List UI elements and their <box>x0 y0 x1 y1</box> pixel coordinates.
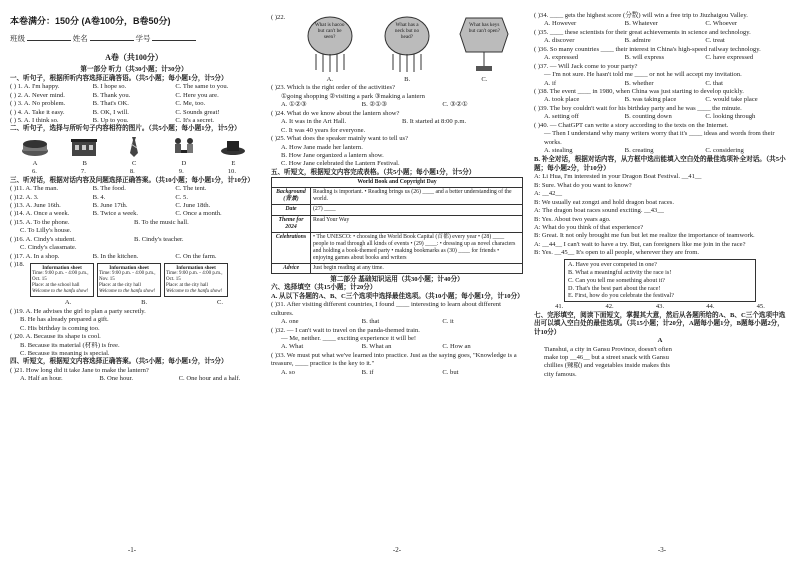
number-label: 学号 <box>135 33 151 43</box>
option: A. setting off <box>544 113 579 121</box>
card-label: A. <box>64 299 72 307</box>
row-header: Advice <box>272 263 311 273</box>
option-q: ( ) 1. A. I'm happy. <box>10 83 60 91</box>
q20-option-b[interactable]: B. Because its material (材料) is free. <box>20 341 120 349</box>
dialog-line: B: Great. It not only brought me fun but let me realize the importance of teamwork. <box>534 232 755 240</box>
dialog-line: B: Yes. About two years ago. <box>534 215 611 223</box>
question-options[interactable] <box>534 147 786 155</box>
answer-blank[interactable]: 6. <box>31 168 37 176</box>
question-22-label: ( )22. <box>271 14 286 21</box>
s4-title: 四、听短文，根据短文内容选择正确答案。（共5小题；每小题1分，计5分） <box>10 358 228 366</box>
option-b: B. 4. <box>92 193 106 201</box>
s7-part-a: A <box>657 337 663 345</box>
student-info-row <box>10 34 258 44</box>
question-33[interactable]: ( )33. We must put what we've learned into practice. Just as the saying goes, "Knowledge is a treasure, ____ practice is the key to it." <box>271 351 517 368</box>
card-labels <box>10 299 258 307</box>
q24-option-c[interactable]: C. It was 40 years for everyone. <box>281 126 366 134</box>
option: C. that <box>705 79 723 87</box>
passage-line: make top __46__ but a street snack with Gansu <box>544 354 669 361</box>
picture-c-tie <box>119 136 149 158</box>
table-row <box>272 232 523 263</box>
answer-blank[interactable]: 9. <box>178 168 184 176</box>
question-options[interactable] <box>534 54 786 62</box>
information-sheet-card[interactable] <box>164 263 228 297</box>
q15-option-c[interactable]: C. To Lilly's house. <box>20 227 72 235</box>
question-options[interactable] <box>534 80 786 88</box>
q16-option-c[interactable]: C. Cindy's classmate. <box>20 244 77 252</box>
page-number-1: -1- <box>127 546 137 555</box>
lantern-riddle: What has keys but can't open? <box>468 22 500 34</box>
lantern-label: C. <box>481 76 488 83</box>
question-row[interactable] <box>10 210 258 218</box>
question-options[interactable] <box>534 37 786 45</box>
row-header: Date <box>272 205 311 215</box>
question-31[interactable]: ( )31. After visiting different countries, I found ____ interesting to learn about different cultures. <box>271 301 501 317</box>
picture-label: C <box>131 159 137 167</box>
option-b: B. Twice a week. <box>92 210 139 218</box>
sb-title: B. 补全对话，根据对话内容，从方框中选出能填入空白处的最佳选项补全对话。（共5小题；每小题2分，计10分） <box>534 156 786 172</box>
option-c: C. Once a month. <box>175 210 222 218</box>
s1-title: 一、听句子，根据所听内容选择正确答语。（共5小题；每小题1分，计5分） <box>10 74 228 82</box>
s1-list <box>10 83 258 125</box>
class-label: 班级 <box>10 33 25 43</box>
dialog-lines <box>534 173 786 257</box>
question-17[interactable]: ( )17. A. In a shop. B. In the kitchen. C. On the farm. <box>10 252 217 260</box>
question-options[interactable] <box>534 20 786 28</box>
exam-page-1 <box>0 0 264 561</box>
card-time: Time: 9:00 p.m. - 4:00 p.m., Oct. 15 <box>166 271 223 283</box>
option-b: B. The food. <box>92 185 126 193</box>
option-c: C. The tent. <box>175 185 207 193</box>
exam-page-3 <box>530 0 794 561</box>
information-sheet-card[interactable] <box>97 263 161 297</box>
table-row <box>272 263 523 273</box>
question-options[interactable] <box>534 96 786 104</box>
question-35[interactable]: ( )35. ____ these scientists for their great achievements in science and technology. <box>534 28 751 36</box>
name-blank[interactable] <box>90 40 134 41</box>
question-options[interactable] <box>534 113 786 121</box>
question-line: — Then I understand why many writers worry that it's ____ ideas and words from their works. <box>544 130 775 146</box>
question-38[interactable]: ( )38. The event ____ in 1980, when China was just starting to develop quickly. <box>534 87 744 95</box>
option: C. have expressed <box>705 54 754 62</box>
option-b: B. Thank you. <box>92 91 131 99</box>
q21-options[interactable]: A. Half an hour. B. One hour. C. One hour and a half. <box>20 375 241 383</box>
question-row[interactable] <box>10 109 258 117</box>
box-option: A. Have you ever competed in one? <box>568 260 657 268</box>
option: C. would take place <box>705 96 758 104</box>
option: B. whether <box>624 79 654 87</box>
option: B. was taking place <box>624 96 677 104</box>
option: A. took place <box>544 96 580 104</box>
picture-label: D <box>181 159 187 167</box>
s2-pictures <box>10 136 258 158</box>
row-header: Theme for 2024 <box>272 215 311 232</box>
question-16[interactable]: ( )16. A. Cindy's student. B. Cindy's teacher. <box>10 235 184 243</box>
lantern-labels <box>291 76 523 84</box>
world-book-day-table <box>271 177 523 274</box>
option-q: ( ) 5. A. I think so. <box>10 116 59 124</box>
option: A. expressed <box>544 54 579 62</box>
lantern-riddle: What has a neck but no head? <box>394 22 420 40</box>
option: A. discover <box>544 37 575 45</box>
question-row[interactable] <box>10 100 258 108</box>
question-24[interactable]: ( )24. What do we know about the lantern show? <box>271 109 400 117</box>
option-c: C. Me, too. <box>175 100 206 108</box>
card-title: Information sheet <box>176 265 216 272</box>
option: B. admire <box>624 37 651 45</box>
q24-options-ab[interactable]: A. It was in the Art Hall. B. It started at 8:00 p.m. <box>281 118 467 126</box>
question-row[interactable] <box>10 202 258 210</box>
question-23[interactable]: ( )23. Which is the right order of the activities? <box>271 84 396 92</box>
row-header: Background (背景) <box>272 188 311 205</box>
page-number-2: -2- <box>392 546 402 555</box>
box-option: B. What a meaningful activity the race is! <box>568 268 672 276</box>
option-q: ( )14. A. Once a week. <box>10 210 70 218</box>
q23-activities: ①going shopping ②visiting a park ③making a lantern <box>281 92 425 100</box>
card-title: Information sheet <box>109 265 149 272</box>
option: B. Whatever <box>624 20 658 28</box>
picture-a-cake <box>20 136 50 158</box>
option-c: C. 5. <box>175 193 188 201</box>
row-content: Just begin reading at any time. <box>311 263 523 273</box>
s6a-title: A. 从以下各题的A、B、C三个选项中选择最佳选项。（共10小题；每小题1分，计10分） <box>271 292 524 300</box>
question-18[interactable]: ( )18. Information sheet Time: 9:00 p.m. - 4:00 p.m., Oct. 15 Place: at the school hall Welcome to the hanfu show! Information sheet Time: 9:00 p.m. - 4:00 p.m., Nov. 15 Place: at the city hall Welcome to the hanfu show! Information sheet Time: 9:00 p.m. - 4:00 p.m., Oct. 15 Place: at the city hall Welcome to the hanfu show! <box>10 261 258 299</box>
dialog-line: B: Sure. What do you want to know? <box>534 181 632 189</box>
s2-picture-labels <box>10 160 258 168</box>
q23-options[interactable]: A. ①②③ B. ②①③ C. ③②① <box>281 101 468 109</box>
passage-line: city famous. <box>544 370 577 378</box>
card-place: Place: at the school hall <box>32 283 80 289</box>
dialog-line: A: __44__ I can't wait to have a try. But, can foreigners like me join in the race? <box>534 240 746 248</box>
q25-option-c[interactable]: C. How Jane celebrated the Lantern Festival. <box>281 160 400 168</box>
option-c: C. It's a secret. <box>175 116 215 124</box>
page-number-3: -3- <box>657 546 667 555</box>
choice-questions-34-40 <box>534 12 786 155</box>
card-title: Information sheet <box>42 265 82 272</box>
s5-title: 五、听短文，根据短文内容完成表格。（共5小题；每小题1分，计5分） <box>271 168 476 176</box>
option: A. However <box>544 20 577 28</box>
cloze-passage <box>534 346 786 380</box>
dialog-line: B: Yes. __45__ It's open to all people, wherever they are from. <box>534 249 700 257</box>
question-40[interactable]: ( )40. — ChatGPT can write a story according to the texts on the Internet. <box>534 121 729 129</box>
name-label: 姓名 <box>72 33 88 43</box>
row-content: (27) ____ <box>311 205 523 215</box>
card-show: Welcome to the hanfu show! <box>32 289 89 295</box>
option: C. considering <box>705 147 744 154</box>
question-34[interactable]: ( )34. ____ gets the highest score (分数) will win a free trip to Jiuzhaigou Valley. <box>534 12 748 19</box>
table-row <box>272 188 523 205</box>
q19-option-c[interactable]: C. His birthday is coming too. <box>20 324 100 332</box>
options-box <box>564 259 756 303</box>
picture-label: A <box>32 159 38 167</box>
card-show: Welcome to the hanfu show! <box>99 289 156 295</box>
option-q: ( ) 4. A. Take it easy. <box>10 108 65 116</box>
option-c: C. Here you are. <box>175 91 219 99</box>
number-blank[interactable] <box>152 40 196 41</box>
lantern-picture <box>458 14 510 76</box>
question-39[interactable]: ( )39. The boy couldn't wait for his birthday party and he was ____ the minute. <box>534 104 742 112</box>
picture-d-people <box>169 136 199 158</box>
option: A. stealing <box>544 147 573 154</box>
answer-blank[interactable]: 45. <box>756 303 765 311</box>
option-q: ( )11. A. The man. <box>10 185 59 193</box>
option-c: C. Sounds great! <box>175 108 220 116</box>
question-15[interactable]: ( )15. A. To the phone. B. To the music hall. <box>10 218 189 226</box>
q32-options[interactable]: A. What B. What an C. How an <box>281 343 471 351</box>
picture-b-house <box>69 136 99 158</box>
passage-line: Tianshui, a city in Gansu Province, doesn't often <box>544 345 672 353</box>
q33-options[interactable]: A. so B. if C. but <box>281 368 459 376</box>
option-c: C. The same to you. <box>175 83 229 91</box>
option: C. treat <box>705 37 725 45</box>
option-b: B. June 17th. <box>92 202 128 210</box>
option: C. Whoever <box>705 20 738 28</box>
s3-list <box>10 185 258 219</box>
option-c: C. June 18th. <box>175 202 211 210</box>
option: B. creating <box>624 147 654 154</box>
information-sheet-card[interactable] <box>30 263 94 297</box>
option: B. counting down <box>624 113 672 121</box>
option-b: B. Up to you. <box>92 116 129 124</box>
s2-answer-numbers <box>10 168 258 176</box>
class-blank[interactable] <box>27 40 71 41</box>
picture-e-hat <box>218 136 248 158</box>
card-time: Time: 9:00 p.m. - 4:00 p.m., Oct. 15 <box>32 271 89 283</box>
option-b: B. I hope so. <box>92 83 127 91</box>
score-line: 本卷满分：150分 (A卷100分，B卷50分) <box>10 16 171 26</box>
q20-option-c[interactable]: C. Because its meaning is special. <box>20 349 110 357</box>
option-b: B. That's OK. <box>92 100 129 108</box>
dialog-line: A: The dragon boat races sound exciting. __43__ <box>534 207 664 215</box>
dialog-line: A: Li Hua, I'm interested in your Dragon Boat Festival. __41__ <box>534 173 702 181</box>
answer-blank[interactable]: 44. <box>706 303 715 311</box>
question-20[interactable]: ( )20. A. Because its shape is cool. <box>10 333 101 341</box>
card-time: Time: 9:00 p.m. - 4:00 p.m., Nov. 15 <box>99 271 156 283</box>
section-a-title: A卷（共100分） <box>105 53 163 63</box>
s6-title: 六、选择填空（共15小题；计20分） <box>271 284 377 292</box>
q25-option-b[interactable]: B. How Jane organized a lantern show. <box>281 151 384 159</box>
s2-title: 二、听句子，选择与所听句子内容相符的图片。（共5小题；每小题1分，计5分） <box>10 125 241 133</box>
row-content: Reading is important. • Reading brings us (26) ____ and a better understanding of the world. <box>311 188 523 205</box>
picture-label: B <box>82 159 87 167</box>
dialog-line: B: We usually eat zongzi and hold dragon boat races. <box>534 198 674 206</box>
table-title: World Book and Copyright Day <box>272 178 523 188</box>
card-place: Place: at the city hall <box>166 283 208 289</box>
q25-option-a[interactable]: A. How Jane made her lantern. <box>281 143 363 151</box>
option: B. will express <box>624 54 665 62</box>
box-option: D. That's the best part about the race! <box>568 284 661 292</box>
picture-label: E <box>231 159 236 167</box>
card-place: Place: at the city hall <box>99 283 141 289</box>
lantern-riddle: What is hacoo but can't be seen? <box>314 22 345 40</box>
question-row[interactable] <box>10 92 258 100</box>
answer-blank[interactable]: 42. <box>605 303 614 311</box>
q32-response: — Me, neither. ____ exciting experience it will be! <box>281 335 417 342</box>
row-content: Read Your Way <box>311 215 523 232</box>
question-row[interactable] <box>10 83 258 91</box>
q19-option-b[interactable]: B. He has already prepared a gift. <box>20 316 109 324</box>
question-row[interactable] <box>10 185 258 193</box>
option-q: ( ) 2. A. Never mind. <box>10 91 65 99</box>
answer-blank[interactable]: 8. <box>129 168 135 176</box>
question-37[interactable]: ( )37. — Will Jack come to your party? <box>534 62 638 70</box>
answer-number-row <box>534 303 786 311</box>
question-25[interactable]: ( )25. What does the speaker mainly want to tell us? <box>271 135 409 143</box>
card-label: C. <box>217 299 224 307</box>
card-show: Welcome to the hanfu show! <box>166 289 223 295</box>
answer-blank[interactable]: 43. <box>655 303 665 311</box>
option-q: ( ) 3. A. No problem. <box>10 100 66 108</box>
card-label: B. <box>141 299 148 307</box>
lantern-label: A. <box>326 76 333 83</box>
question-21[interactable]: ( )21. How long did it take Jane to make the lantern? <box>10 366 149 374</box>
row-content: • The UNESCO: • choosing the World Book Capital (首都) every year • (28) ____ people to read through all kinds of events • (29) ____: • dressing up as novel characters and holding a book-themed party • making bookmarks as (30) ____ for friends • enjoying games about books and writers <box>311 232 523 263</box>
answer-blank[interactable]: 7. <box>80 168 86 176</box>
exam-page-2 <box>265 0 529 561</box>
lantern-label: B. <box>404 76 411 83</box>
part2-title: 第二部分 基础知识运用（共30小题；计40分） <box>330 275 464 283</box>
table-row <box>272 215 523 232</box>
q31-options[interactable]: A. one B. that C. it <box>281 318 454 326</box>
question-19[interactable]: ( )19. A. He advises the girl to plan a party secretly. <box>10 307 146 315</box>
lantern-picture <box>381 14 433 76</box>
box-option: E. First, how do you celebrate the festival? <box>568 292 675 300</box>
option-q: ( )13. A. June 16th. <box>10 202 61 210</box>
lantern-pictures <box>291 14 523 76</box>
question-32[interactable]: ( )32. — I can't wait to travel on the panda-themed train. <box>271 326 420 334</box>
table-row <box>272 205 523 215</box>
s3-title: 三、听对话，根据对话内容及问题选择正确答案。（共10小题；每小题1分，计10分） <box>10 176 254 184</box>
dialog-line: A: What do you think of that experience? <box>534 223 644 231</box>
row-header: Celebrations <box>272 232 311 263</box>
part1-title: 第一部分 听力（共30小题；计30分） <box>80 66 188 74</box>
lantern-picture <box>304 14 356 76</box>
question-36[interactable]: ( )36. So many countries ____ their interest in China's high-speed railway technology. <box>534 45 761 53</box>
answer-blank[interactable]: 41. <box>555 303 564 311</box>
box-option: C. Can you tell me something about it? <box>568 276 665 284</box>
option: C. looking through <box>705 113 756 121</box>
dialog-line: A: __42__ <box>534 190 563 198</box>
option: A. if <box>544 79 557 87</box>
option-q: ( )12. A. 3. <box>10 193 39 201</box>
s7-title: 七、完形填空，阅读下面短文，掌握其大意，然后从各题所给的A、B、C三个选项中选出可以填入空白处的最佳选项。（共15小题；计20分，A题每小题1分，B题每小题2分，计10分） <box>534 311 786 336</box>
question-row[interactable] <box>10 194 258 202</box>
option-b: B. OK, I will. <box>92 108 129 116</box>
passage-line: chillies (辣椒) and vegetables inside makes this <box>544 362 670 370</box>
question-line: — I'm not sure. He hasn't told me ____ or not he will accept my invitation. <box>544 71 742 79</box>
information-sheet-cards <box>30 263 228 297</box>
answer-blank[interactable]: 10. <box>227 168 236 176</box>
